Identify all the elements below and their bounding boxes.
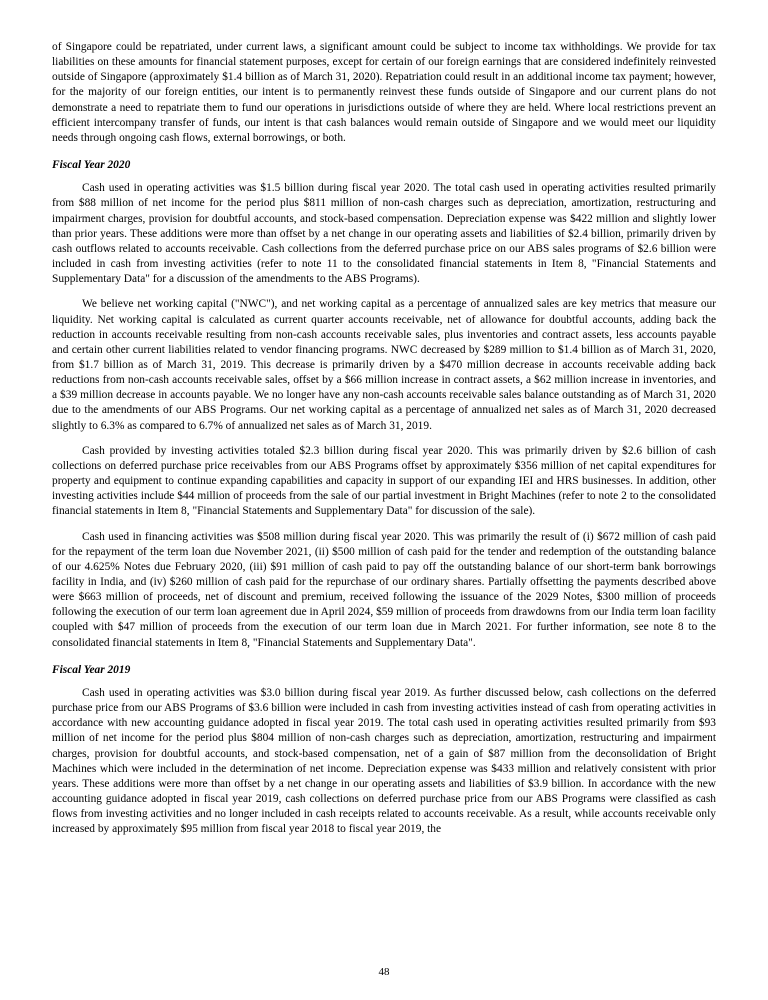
paragraph-net-working-capital: We believe net working capital ("NWC"), and net working capital as a percentage of annualized sales are key metrics that measure our liquidity. Net working capital is calculated as current quarter accounts receivable, net of allowance for doubtful accounts, adding back the reduction in accounts receivable resulting from non-cash accounts receivable sales, plus inventories and contract assets, less accounts payable and certain other current liabilities related to vendor financing programs. NWC decreased by $289 million to $1.4 billion as of March 31, 2020, from $1.7 billion as of March 31, 2019. This decrease is primarily driven by a $470 million decrease in accounts receivable adding back reductions from non-cash accounts receivable sales, offset by a $66 million increase in contract assets, a $62 million increase in inventories, and a $39 million decrease in accounts payable. We no longer have any non-cash accounts receivable sales balance outstanding as of March 31, 2020 due to the amendments of our ABS Programs. Our net working capital as a percentage of annualized net sales as of March 31, 2020 decreased slightly to 6.3% as compared to 6.7% of annualized net sales as of March 31, 2019. [52, 298, 716, 432]
paragraph-financing-activities-2020: Cash used in financing activities was $508 million during fiscal year 2020. This was primarily the result of (i) $672 million of cash paid for the repayment of the term loan due November 2021, (ii) $500 million of cash paid for the tender and redemption of the outstanding balance of our 4.625% Notes due February 2020, (iii) $91 million of cash paid to pay off the outstanding balance of our short-term bank borrowings facility in India, and (iv) $260 million of cash paid for the repurchase of our ordinary shares. Partially offsetting the payments described above were $663 million of proceeds, net of discount and premium, received following the issuance of the 2029 Notes, $300 million of proceeds following the execution of our term loan agreement due in April 2024, $59 million of proceeds from drawdowns from our India term loan facility coupled with $47 million of proceeds from the execution of our term loan due in March 2021. For further information, see note 8 to the consolidated financial statements in Item 8, "Financial Statements and Supplementary Data". [52, 530, 716, 649]
paragraph-continuation: of Singapore could be repatriated, under current laws, a significant amount could be subject to income tax withholdings. We provide for tax liabilities on these amounts for financial statement purposes, except for certain of our foreign earnings that are considered indefinitely reinvested outside of Singapore (approximately $1.4 billion as of March 31, 2020). Repatriation could result in an additional income tax payment; however, for the majority of our foreign entities, our intent is to permanently reinvest these funds outside of Singapore and our current plans do not demonstrate a need to repatriate them to fund our operations in jurisdictions outside of where they are held. Where local restrictions prevent an efficient intercompany transfer of funds, our intent is that cash balances would remain outside of Singapore and we would meet our liquidity needs through ongoing cash flows, external borrowings, or both. [52, 41, 716, 144]
section-heading-fiscal-year-2019: Fiscal Year 2019 [52, 663, 131, 676]
section-heading-fiscal-year-2020: Fiscal Year 2020 [52, 159, 131, 172]
page-number: 48 [378, 966, 390, 978]
paragraph-operating-activities-2019: Cash used in operating activities was $3.0 billion during fiscal year 2019. As further discussed below, cash collections on the deferred purchase price from our ABS Programs of $3.6 billion were included in cash from investing activities instead of cash from operating activities in accordance with new accounting guidance adopted in fiscal year 2019. The total cash used in operating activities resulted primarily from $93 million of net income for the period plus $804 million of non-cash charges such as depreciation, amortization, restructuring and impairment charges, provision for doubtful accounts, and stock-based compensation, net of a gain of $87 million from the deconsolidation of Bright Machines which were included in the determination of net income. Depreciation expense was $433 million and relatively consistent with prior years. These additions were more than offset by a net change in our operating assets and liabilities of $3.9 billion. In accordance with the new accounting guidance adopted in fiscal year 2019, cash collections on deferred purchase price from our ABS Programs were classified as cash flows from investing activities and no longer included in cash receipts related to accounts receivable. As a result, while accounts receivable only increased by approximately $95 million from fiscal year 2018 to fiscal year 2019, the [52, 686, 716, 836]
document-body [52, 40, 716, 838]
paragraph-investing-activities-2020: Cash provided by investing activities totaled $2.3 billion during fiscal year 2020. This was primarily driven by $2.6 billion of cash collections on deferred purchase price receivables from our ABS Programs offset by approximately $356 million of net capital expenditures for property and equipment to continue expanding capabilities and capacity in support of our expanding IEI and HRS businesses. In addition, other investing activities include $44 million of proceeds from the sale of our partial investment in Bright Machines (refer to note 2 to the consolidated financial statements in Item 8, "Financial Statements and Supplementary Data" for discussion of the sale). [52, 444, 716, 518]
paragraph-operating-activities-2020: Cash used in operating activities was $1.5 billion during fiscal year 2020. The total cash used in operating activities resulted primarily from $88 million of net income for the period plus $811 million of non-cash charges such as depreciation, amortization, restructuring and impairment charges, provision for doubtful accounts, and stock-based compensation. Depreciation expense was $422 million and slightly lower than prior years. These additions were more than offset by a net change in our operating assets and liabilities of $2.4 billion, primarily driven by cash outflows related to accounts receivable. Cash collections from the deferred purchase price on our ABS sales programs of $2.6 billion were included in cash from investing activities (refer to note 11 to the consolidated financial statements in Item 8, "Financial Statements and Supplementary Data" for a discussion of the amendments to the ABS Programs). [52, 182, 716, 286]
